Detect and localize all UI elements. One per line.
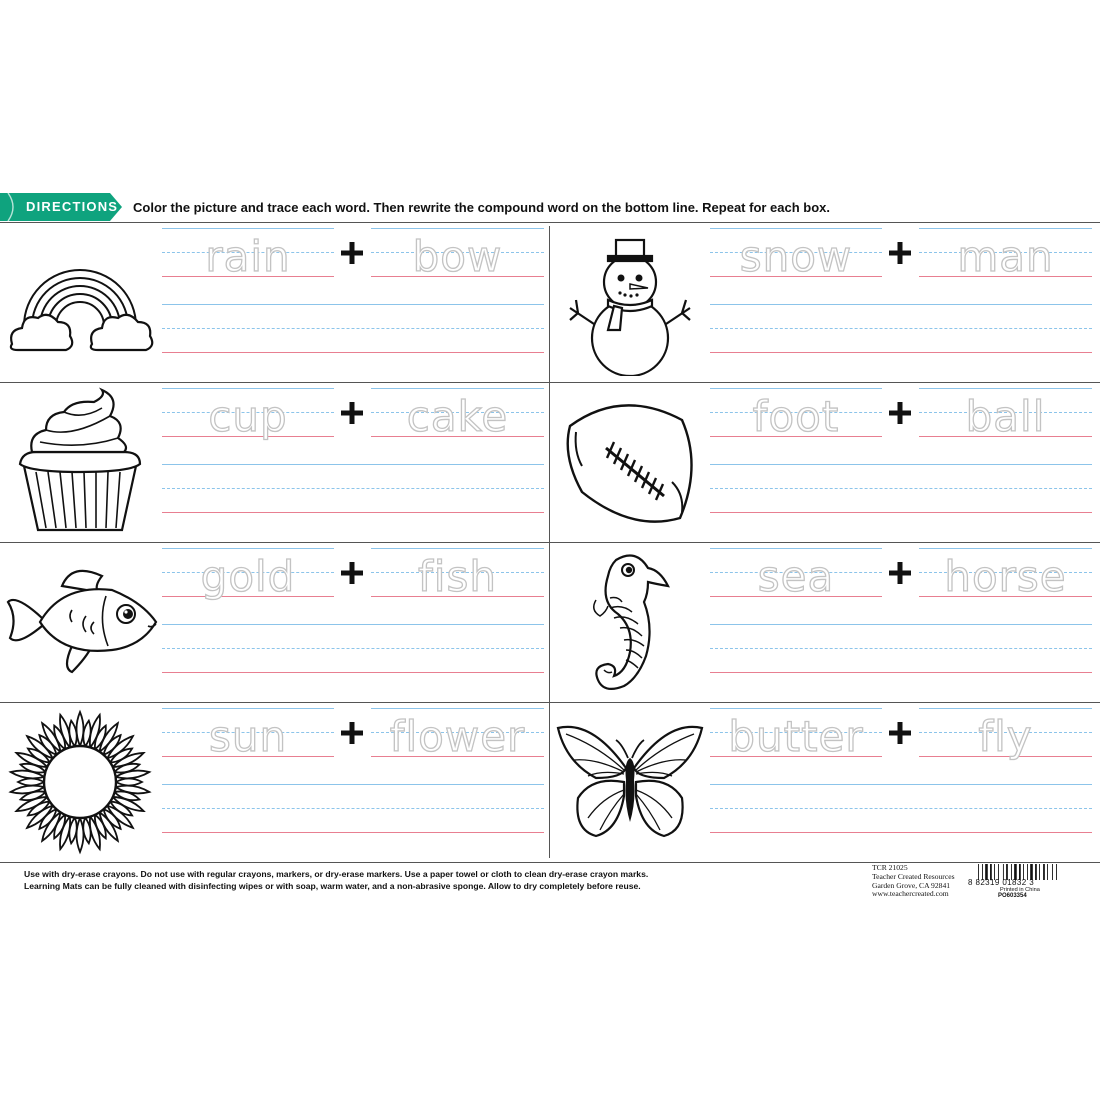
product-code: TCR 21025	[872, 863, 908, 872]
handwriting-lines[interactable]	[710, 702, 1093, 862]
rainbow-picture	[2, 226, 158, 376]
plus-icon	[334, 554, 370, 590]
trace-word-1: butter	[728, 712, 864, 761]
plus-icon	[334, 714, 370, 750]
grid-line	[0, 862, 1100, 863]
trace-word-1: rain	[205, 232, 291, 281]
snowman-picture	[552, 226, 708, 376]
handwriting-lines[interactable]	[162, 542, 545, 702]
publisher-address: Garden Grove, CA 92841	[872, 880, 951, 890]
word-box-cupcake[interactable]	[0, 382, 549, 542]
handwriting-lines[interactable]	[162, 382, 545, 542]
trace-word-1: sun	[208, 712, 288, 761]
word-box-football[interactable]	[550, 382, 1099, 542]
cupcake-picture	[2, 386, 158, 536]
trace-word-2: fly	[978, 712, 1033, 761]
barcode-number: 8 82319 01832 3	[968, 878, 1035, 887]
directions-text: Color the picture and trace each word. Then rewrite the compound word on the bottom line. Repeat for each box.	[133, 200, 831, 215]
word-box-goldfish[interactable]	[0, 542, 549, 702]
goldfish-picture	[2, 546, 158, 696]
plus-icon	[334, 394, 370, 430]
handwriting-lines[interactable]	[710, 542, 1093, 702]
trace-word-1: gold	[200, 552, 296, 601]
plus-icon	[334, 234, 370, 270]
handwriting-lines[interactable]	[162, 702, 545, 862]
trace-word-2: horse	[944, 552, 1067, 601]
trace-word-2: flower	[389, 712, 526, 761]
trace-word-1: snow	[739, 232, 853, 281]
seahorse-picture	[552, 546, 708, 696]
trace-word-1: sea	[757, 552, 835, 601]
football-picture	[552, 386, 708, 536]
plus-icon	[882, 554, 918, 590]
care-line-2: Learning Mats can be fully cleaned with disinfecting wipes or with soap, warm water, and a non-abrasive sponge. Allow to dry completely before reuse.	[24, 881, 641, 891]
directions-tag	[0, 193, 122, 221]
word-grid	[0, 222, 1100, 862]
printed-in: Printed in China	[1000, 887, 1040, 893]
publisher-info	[872, 864, 982, 899]
care-instructions	[24, 868, 704, 892]
sunflower-picture	[2, 706, 158, 856]
word-box-sunflower[interactable]	[0, 702, 549, 862]
publisher-website: www.teachercreated.com	[872, 889, 949, 899]
trace-word-2: ball	[965, 392, 1046, 441]
word-box-rainbow[interactable]	[0, 222, 549, 382]
trace-word-1: cup	[208, 392, 288, 441]
trace-word-2: man	[957, 232, 1054, 281]
plus-icon	[882, 394, 918, 430]
word-box-butterfly[interactable]	[550, 702, 1099, 862]
butterfly-picture	[552, 706, 708, 856]
word-box-snowman[interactable]	[550, 222, 1099, 382]
word-box-seahorse[interactable]	[550, 542, 1099, 702]
trace-word-2: bow	[412, 232, 503, 281]
directions-tag-label: DIRECTIONS	[26, 199, 119, 214]
plus-icon	[882, 234, 918, 270]
plus-icon	[882, 714, 918, 750]
po-code: PO603354	[998, 893, 1027, 899]
handwriting-lines[interactable]	[710, 222, 1093, 382]
publisher-name: Teacher Created Resources	[872, 871, 955, 881]
trace-word-2: cake	[406, 392, 509, 441]
handwriting-lines[interactable]	[162, 222, 545, 382]
handwriting-lines[interactable]	[710, 382, 1093, 542]
trace-word-2: fish	[418, 552, 497, 601]
care-line-1: Use with dry-erase crayons. Do not use with regular crayons, markers, or dry-erase markers. Use a paper towel or cloth to clean dry-erase crayon marks.	[24, 869, 649, 879]
trace-word-1: foot	[752, 392, 840, 441]
